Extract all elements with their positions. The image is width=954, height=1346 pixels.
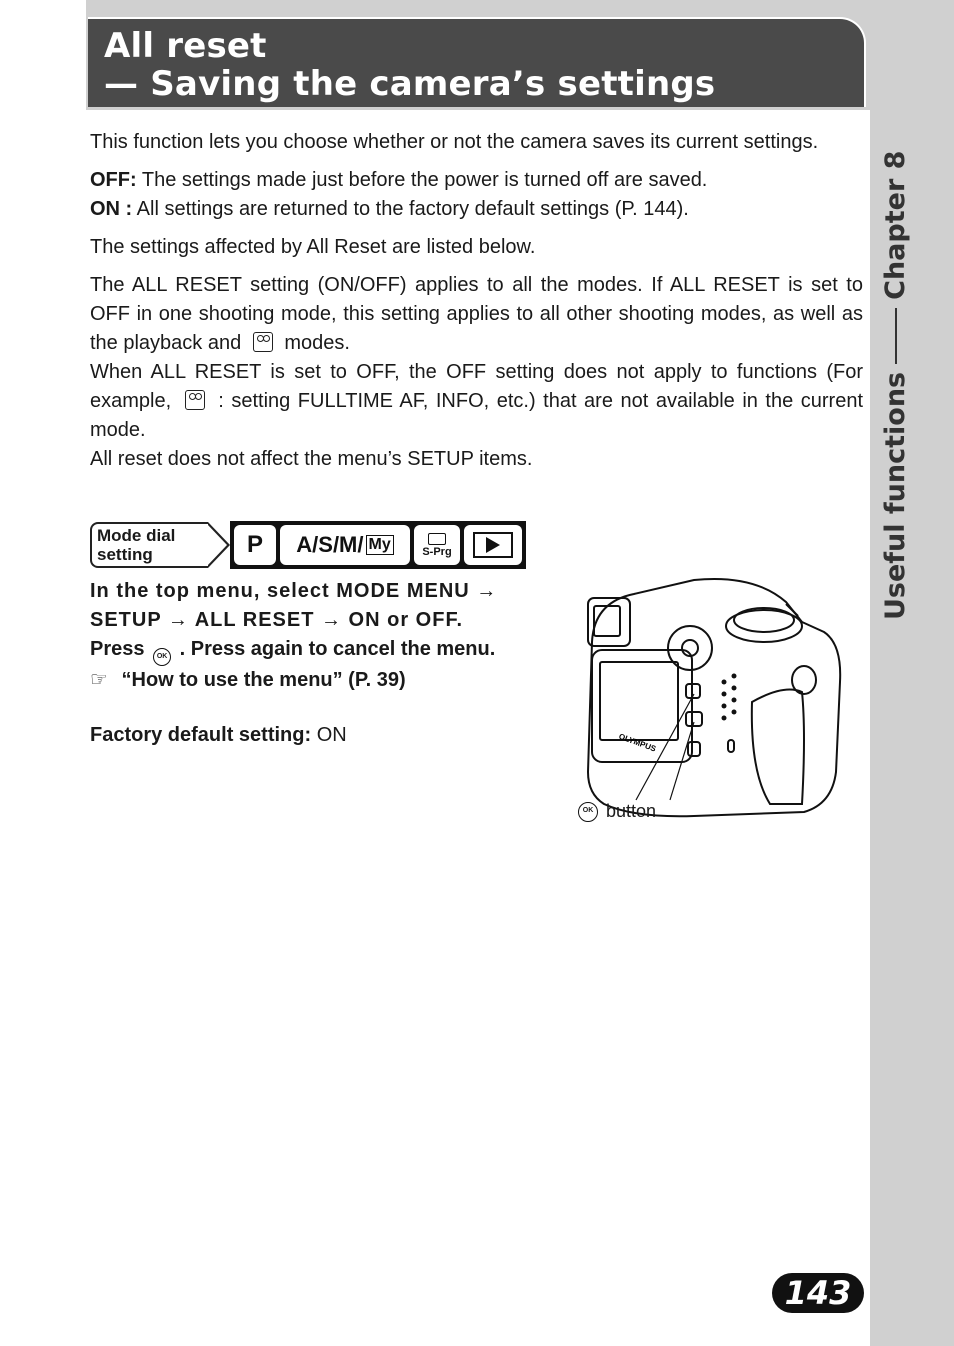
ok-button-icon: OK (153, 648, 171, 666)
para-b-part1: When ALL RESET is set to OFF, the OFF setting does not apply to functions (For example, (90, 361, 863, 412)
factory-value: ON (316, 724, 347, 746)
factory-default (90, 721, 347, 750)
instr-press-again: . Press again to cancel the menu. (179, 638, 496, 660)
page-number: 143 (772, 1273, 864, 1313)
title-line-2: — Saving the camera’s settings (104, 64, 716, 104)
side-tab-section: Useful functions (880, 371, 911, 620)
mode-dial-label-line1: Mode dial (97, 526, 176, 545)
all-reset-paragraph (90, 271, 863, 358)
camera-brand: OLYMPUS (617, 731, 658, 754)
page-title (104, 27, 715, 103)
playback-icon (473, 532, 513, 558)
on-definition (90, 195, 863, 224)
movie-icon (185, 390, 205, 410)
off-text: The settings made just before the power is turned off are saved. (141, 169, 708, 191)
instr-press: Press (90, 638, 145, 660)
instr-line-1: In the top menu, select MODE MENU → (90, 580, 498, 602)
factory-key: Factory default setting: (90, 724, 312, 746)
intro-paragraph: This function lets you choose whether or not the camera saves its current settings. (90, 131, 819, 153)
mode-playback (464, 525, 522, 565)
side-tab-rule (895, 308, 897, 364)
off-key: OFF: (90, 169, 137, 191)
body-text (90, 128, 863, 483)
section-header (88, 17, 866, 107)
off-note-paragraph (90, 358, 863, 445)
title-line-1: All reset (104, 26, 267, 66)
mode-icons-strip (230, 521, 526, 569)
off-definition (90, 166, 863, 195)
instr-line-3 (90, 635, 546, 666)
camera-caption (578, 801, 656, 822)
mode-my-text: My (366, 535, 394, 555)
mode-asm-text: A/S/M/ (296, 532, 364, 557)
camera-caption-text: button (606, 801, 657, 821)
para-a-part1: The ALL RESET setting (ON/OFF) applies to all the modes. If ALL RESET is set to OFF in one shooting mode, this setting applies to all other shooting modes, as well as the playback and (90, 274, 863, 354)
pointing-hand-icon: ☞ (90, 669, 108, 691)
affected-paragraph: The settings affected by All Reset are listed below. (90, 236, 536, 258)
side-tab-chapter: Chapter 8 (880, 150, 911, 300)
mode-asm-my (280, 525, 410, 565)
mode-dial-label-line2: setting (97, 545, 153, 564)
mode-dial-label (90, 522, 208, 568)
ok-button-icon: OK (578, 802, 598, 822)
option-definitions (90, 166, 863, 224)
chapter-side-tab (880, 150, 954, 620)
mode-p: P (234, 525, 276, 565)
mode-dial-setting (90, 521, 526, 569)
para-b-part2: : setting FULLTIME AF, INFO, etc.) that are not available in the current mode. (90, 390, 864, 441)
left-margin (0, 0, 86, 1346)
camera-illustration (574, 572, 846, 822)
mode-sprg-text: S-Prg (422, 545, 452, 558)
movie-icon (428, 533, 446, 545)
movie-icon (253, 332, 273, 352)
instr-ref-text: “How to use the menu” (P. 39) (121, 669, 406, 691)
on-key: ON : (90, 198, 133, 220)
instr-line-2: SETUP → ALL RESET → ON or OFF. (90, 609, 463, 631)
para-a-part2: modes. (284, 332, 350, 354)
mode-movie-sprg (414, 525, 460, 565)
on-text: All settings are returned to the factory default settings (P. 144). (136, 198, 689, 220)
instr-reference (90, 666, 546, 695)
setup-note-paragraph: All reset does not affect the menu’s SETUP items. (90, 448, 533, 470)
menu-instructions (90, 577, 546, 695)
